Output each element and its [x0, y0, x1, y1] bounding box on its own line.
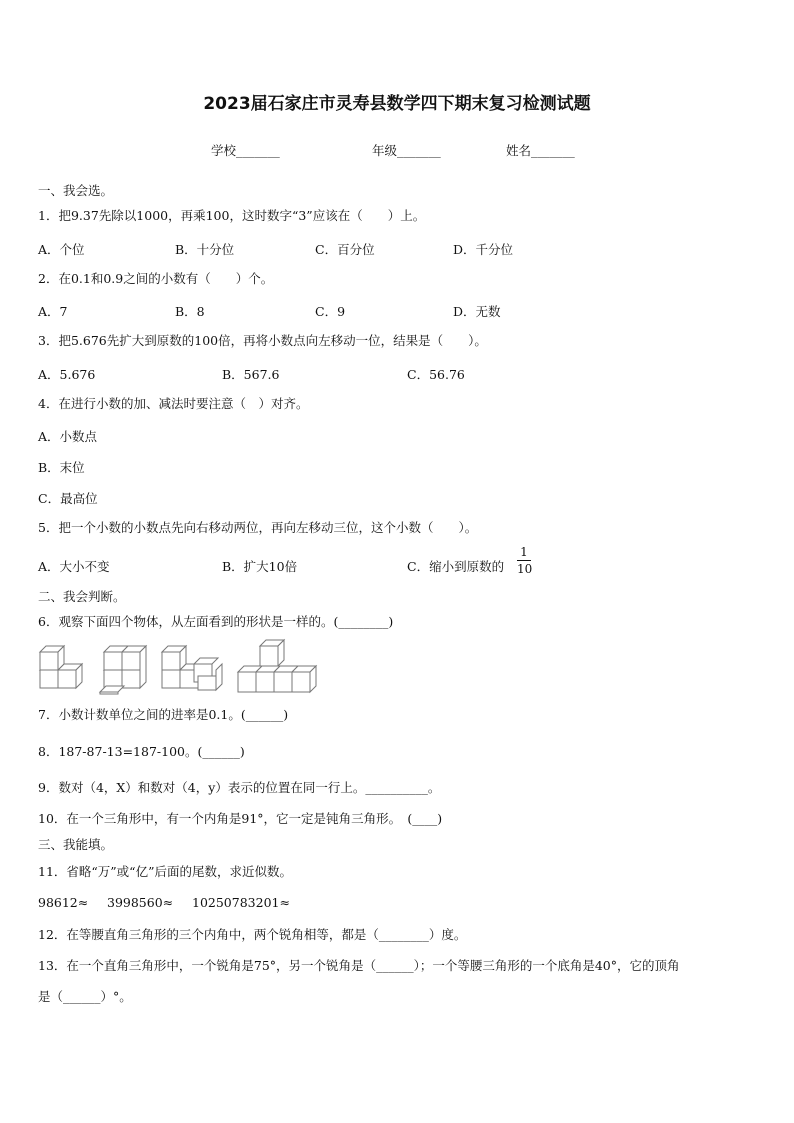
grade-field: 年级_______ [372, 143, 441, 158]
q2-option-b: B．8 [175, 304, 205, 319]
question-3: 3．把5.676先扩大到原数的100倍，再将小数点向左移动一位，结果是（ ）。 [38, 333, 487, 348]
cube-figure-2 [100, 646, 146, 694]
q2-option-a: A．7 [38, 304, 68, 319]
q3-option-c: C．56.76 [407, 367, 465, 382]
q5-option-a: A．大小不变 [38, 559, 110, 574]
question-1: 1．把9.37先除以1000，再乘100，这时数字“3”应该在（ ）上。 [38, 208, 426, 223]
question-13-continued: 是（______）°。 [38, 989, 132, 1004]
q1-option-c: C．百分位 [315, 242, 375, 257]
cube-figure-3 [162, 646, 222, 690]
school-field: 学校_______ [211, 143, 280, 158]
q2-option-d: D．无数 [453, 304, 501, 319]
question-10: 10．在一个三角形中，有一个内角是91°，它一定是钝角三角形。 (____) [38, 811, 443, 826]
page-title: 2023届石家庄市灵寿县数学四下期末复习检测试题 [203, 94, 591, 114]
cube-figure-1 [40, 646, 82, 688]
question-6: 6．观察下面四个物体，从左面看到的形状是一样的。(________) [38, 614, 394, 629]
q3-option-b: B．567.6 [222, 367, 280, 382]
q4-option-c: C．最高位 [38, 491, 98, 506]
section-heading-fill: 三、我能填。 [38, 837, 114, 852]
question-8: 8．187-87-13=187-100。(______) [38, 744, 245, 759]
fraction-denominator: 10 [517, 562, 533, 576]
q11-item-1: 98612≈ [38, 895, 89, 910]
q5-option-c: C．缩小到原数的 [407, 559, 505, 574]
q11-item-3: 10250783201≈ [192, 895, 290, 910]
q1-option-a: A．个位 [38, 242, 85, 257]
q11-item-2: 3998560≈ [107, 895, 174, 910]
q2-option-c: C．9 [315, 304, 346, 319]
question-7: 7．小数计数单位之间的进率是0.1。(______) [38, 707, 289, 722]
question-9: 9．数对（4，X）和数对（4，y）表示的位置在同一行上。__________。 [38, 780, 441, 795]
question-2: 2．在0.1和0.9之间的小数有（ ）个。 [38, 271, 274, 286]
cube-figure-4 [238, 640, 316, 692]
question-11: 11．省略“万”或“亿”后面的尾数，求近似数。 [38, 864, 292, 879]
section-heading-judge: 二、我会判断。 [38, 589, 126, 604]
question-4: 4．在进行小数的加、减法时要注意（ ）对齐。 [38, 396, 309, 411]
fraction-one-tenth [517, 545, 531, 576]
section-heading-choice: 一、我会选。 [38, 183, 114, 198]
question-13: 13．在一个直角三角形中，一个锐角是75°，另一个锐角是（______）；一个等腰三角形的一个底角是40°，它的顶角 [38, 958, 680, 973]
cube-figures [38, 638, 338, 696]
question-12: 12．在等腰直角三角形的三个内角中，两个锐角相等，都是（________）度。 [38, 927, 467, 942]
q1-option-b: B．十分位 [175, 242, 235, 257]
q5-option-b: B．扩大10倍 [222, 559, 298, 574]
q4-option-b: B．末位 [38, 460, 85, 475]
fraction-numerator: 1 [520, 545, 528, 559]
fraction-bar [517, 560, 531, 561]
name-field: 姓名_______ [506, 143, 575, 158]
question-5: 5．把一个小数的小数点先向右移动两位，再向左移动三位，这个小数（ ）。 [38, 520, 478, 535]
q3-option-a: A．5.676 [38, 367, 96, 382]
q1-option-d: D．千分位 [453, 242, 514, 257]
q4-option-a: A．小数点 [38, 429, 98, 444]
